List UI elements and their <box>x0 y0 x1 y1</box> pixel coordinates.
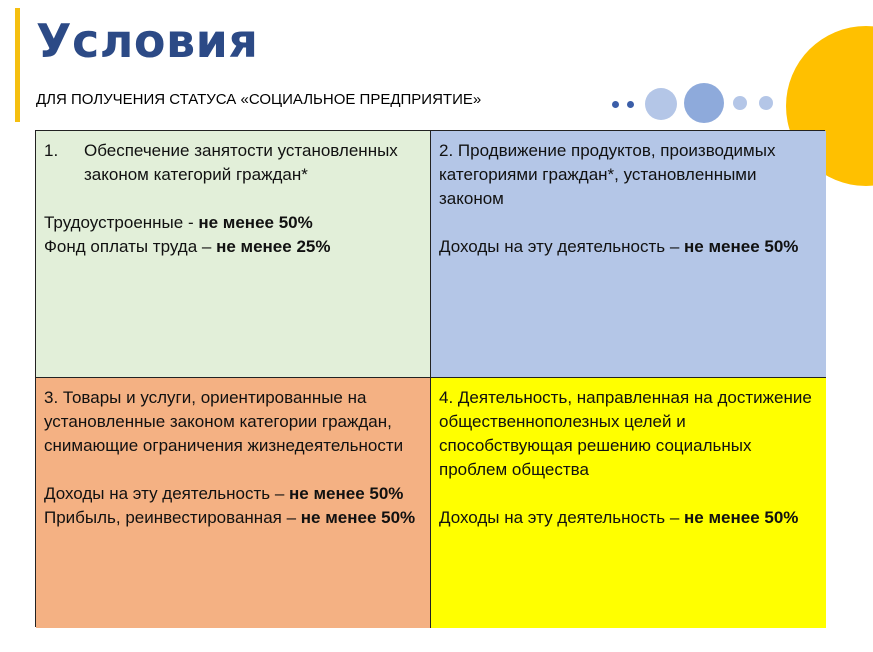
decorative-dot <box>645 88 677 120</box>
condition-heading: 2. Продвижение продуктов, производимых категориями граждан*, установленными законом <box>439 141 776 208</box>
line-value: не менее 25% <box>216 237 331 256</box>
line-label: Доходы на эту деятельность – <box>439 237 685 256</box>
decorative-dot <box>627 101 634 108</box>
condition-line <box>439 506 820 530</box>
condition-cell-1 <box>36 131 431 378</box>
condition-heading: Обеспечение занятости установленных законом категорий граждан* <box>84 141 398 184</box>
slide-subtitle: ДЛЯ ПОЛУЧЕНИЯ СТАТУСА «СОЦИАЛЬНОЕ ПРЕДПРИЯТИЕ» <box>36 91 482 108</box>
condition-line <box>44 211 424 235</box>
decorative-dot <box>684 83 724 123</box>
condition-line <box>44 235 424 259</box>
condition-cell-3 <box>36 378 431 628</box>
decorative-dot <box>612 101 619 108</box>
line-label: Прибыль, реинвестированная – <box>44 508 301 527</box>
condition-cell-2 <box>431 131 826 378</box>
condition-heading: 3. Товары и услуги, ориентированные на установленные законом категории граждан, снимающие ограничения жизнедеятельности <box>44 388 404 455</box>
decorative-dot <box>733 96 747 110</box>
line-value: не менее 50% <box>289 484 404 503</box>
line-value: не менее 50% <box>198 213 313 232</box>
condition-line <box>439 235 820 259</box>
conditions-table <box>35 130 825 627</box>
line-label: Трудоустроенные - <box>44 213 199 232</box>
line-label: Фонд оплаты труда – <box>44 237 217 256</box>
line-label: Доходы на эту деятельность – <box>44 484 290 503</box>
accent-bar <box>15 8 20 122</box>
line-value: не менее 50% <box>300 508 416 527</box>
condition-number: 1. <box>44 141 59 160</box>
slide-title: Условия <box>36 14 259 68</box>
line-label: Доходы на эту деятельность – <box>439 508 685 527</box>
condition-line <box>44 506 424 530</box>
line-value: не менее 50% <box>684 237 799 256</box>
decorative-dot <box>759 96 773 110</box>
condition-line <box>44 482 424 506</box>
condition-cell-4 <box>431 378 826 628</box>
condition-heading: 4. Деятельность, направленная на достижение общественнополезных целей и способствующая решению социальных проблем общества <box>439 388 812 479</box>
line-value: не менее 50% <box>684 508 799 527</box>
